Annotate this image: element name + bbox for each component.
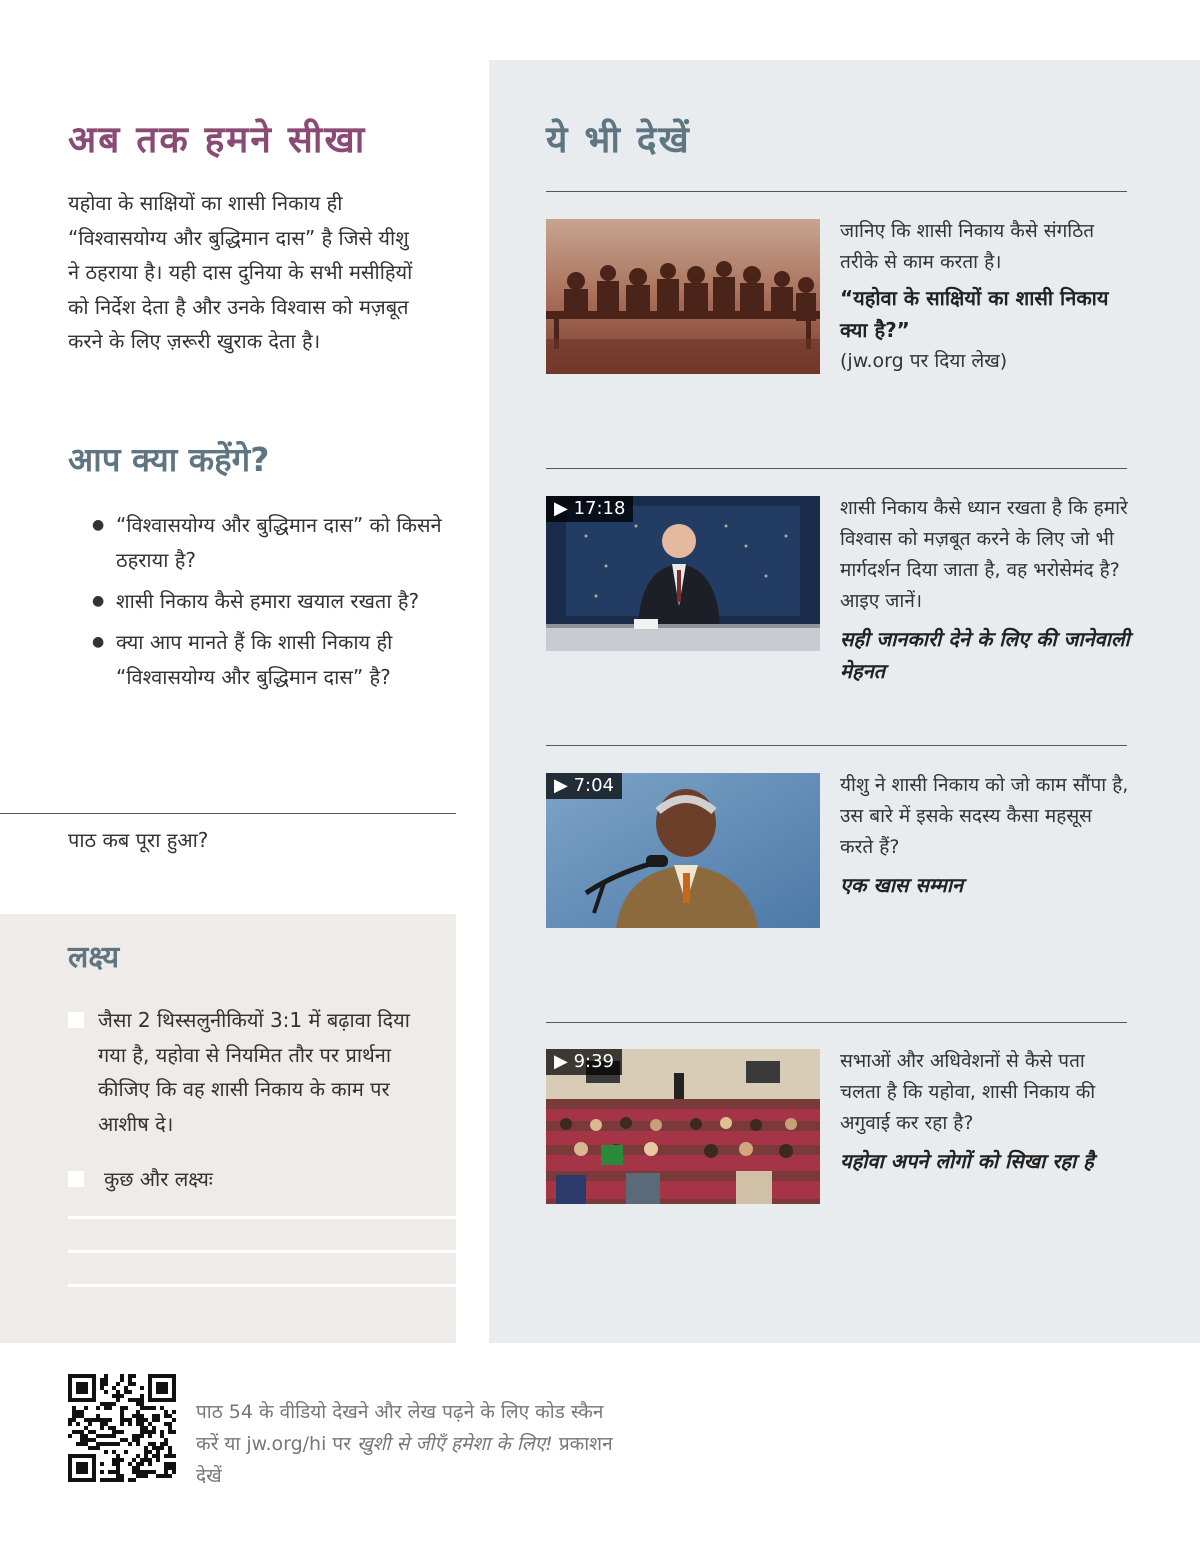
- what-would-you-say-heading: आप क्या कहेंगे?: [68, 440, 270, 479]
- qr-code[interactable]: [68, 1374, 176, 1482]
- video-description: [840, 1046, 1130, 1177]
- item-description: शासी निकाय कैसे ध्यान रखता है कि हमारे विश्वास को मज़बूत करने के लिए जो भी मार्गदर्शन दिया जाता है, वह भरोसेमंद है? आइए जानें।: [840, 497, 1128, 612]
- video-description: [840, 493, 1130, 687]
- divider: [546, 1022, 1127, 1023]
- goal-item: [68, 1162, 428, 1197]
- video-duration: ▶ 9:39: [546, 1049, 622, 1075]
- article-source-note: (jw.org पर दिया लेख): [840, 350, 1008, 372]
- article-title-link[interactable]: “यहोवा के साक्षियों का शासी निकाय क्या है?”: [840, 286, 1109, 342]
- goal-heading: लक्ष्य: [68, 940, 120, 975]
- video-description: [840, 770, 1130, 901]
- goal-item: [68, 1003, 428, 1141]
- lesson-completed-label: पाठ कब पूरा हुआ?: [68, 828, 209, 852]
- video-title-link[interactable]: एक खास सम्मान: [840, 873, 964, 897]
- video-thumbnail[interactable]: [546, 496, 820, 651]
- writing-line[interactable]: [68, 1284, 456, 1287]
- article-thumbnail[interactable]: [546, 219, 820, 374]
- footer-instructions: पाठ 54 के वीडियो देखने और लेख पढ़ने के लिए कोड स्कैन करें या jw.org/hi पर खुशी से जीएँ हमेशा के लिए! प्रकाशन देखें: [196, 1401, 613, 1487]
- silhouette-meeting-image: [546, 219, 820, 374]
- video-title-link[interactable]: सही जानकारी देने के लिए की जानेवाली मेहनत: [840, 627, 1130, 683]
- qr-code-icon: [68, 1374, 176, 1482]
- item-description: यीशु ने शासी निकाय को जो काम सौंपा है, उस बारे में इसके सदस्य कैसा महसूस करते हैं?: [840, 774, 1129, 858]
- review-questions: [92, 508, 452, 701]
- writing-line[interactable]: [68, 1216, 456, 1219]
- video-thumbnail[interactable]: [546, 773, 820, 928]
- publication-title[interactable]: खुशी से जीएँ हमेशा के लिए!: [357, 1433, 553, 1455]
- learned-heading: अब तक हमने सीखा: [68, 118, 367, 161]
- divider: [546, 745, 1127, 746]
- divider: [546, 191, 1127, 192]
- question-item: ● क्या आप मानते हैं कि शासी निकाय ही “विश्वासयोग्य और बुद्धिमान दास” है?: [92, 625, 452, 695]
- divider: [0, 813, 456, 814]
- question-item: ● “विश्वासयोग्य और बुद्धिमान दास” को किसने ठहराया है?: [92, 508, 452, 578]
- item-description: जानिए कि शासी निकाय कैसे संगठित तरीके से काम करता है।: [840, 220, 1095, 273]
- goal-checkbox[interactable]: [68, 1012, 84, 1028]
- video-thumbnail[interactable]: [546, 1049, 820, 1204]
- goal-text: जैसा 2 थिस्सलुनीकियों 3:1 में बढ़ावा दिया गया है, यहोवा से नियमित तौर पर प्रार्थना कीजिए कि वह शासी निकाय के काम पर आशीष दे।: [98, 1008, 410, 1136]
- divider: [546, 468, 1127, 469]
- video-duration: ▶ 17:18: [546, 496, 633, 522]
- see-also-heading: ये भी देखें: [546, 118, 691, 161]
- question-item: ● शासी निकाय कैसे हमारा खयाल रखता है?: [92, 584, 452, 619]
- lesson-summary: यहोवा के साक्षियों का शासी निकाय ही “विश्वासयोग्य और बुद्धिमान दास” है जिसे यीशु ने ठहराया है। यही दास दुनिया के सभी मसीहियों को निर्देश देता है और उनके विश्वास को मज़बूत करने के लिए ज़रूरी खुराक देता है।: [68, 191, 413, 353]
- video-title-link[interactable]: यहोवा अपने लोगों को सिखा रहा है: [840, 1149, 1094, 1173]
- goal-text: कुछ और लक्ष्यः: [104, 1167, 213, 1191]
- writing-line[interactable]: [68, 1250, 456, 1253]
- item-description: सभाओं और अधिवेशनों से कैसे पता चलता है कि यहोवा, शासी निकाय की अगुवाई कर रहा है?: [840, 1050, 1096, 1134]
- video-duration: ▶ 7:04: [546, 773, 622, 799]
- goal-checkbox[interactable]: [68, 1171, 84, 1187]
- article-description: [840, 216, 1130, 377]
